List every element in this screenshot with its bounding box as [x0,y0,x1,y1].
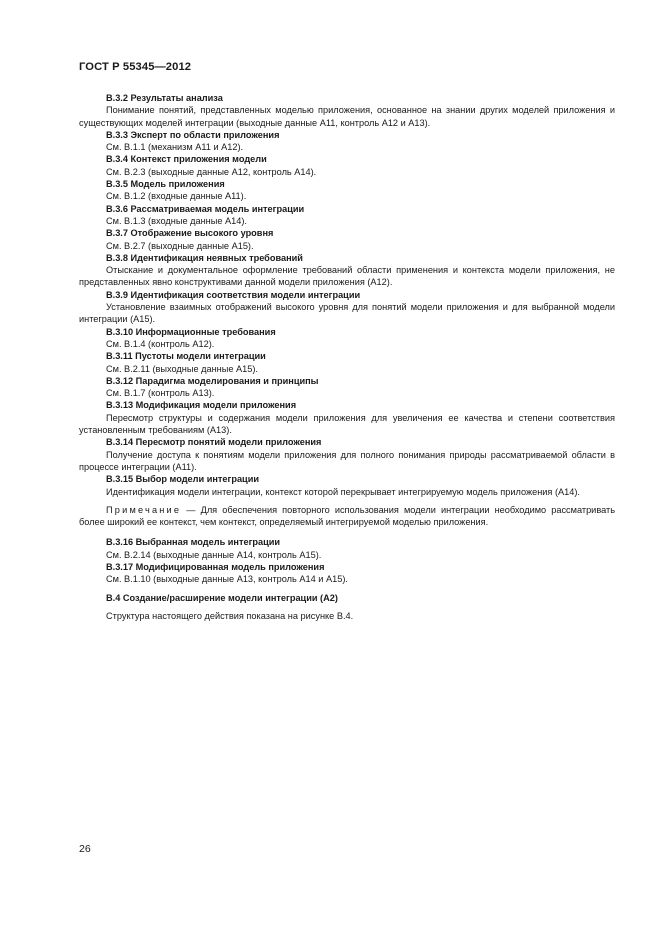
section-body: Пересмотр структуры и содержания модели приложения для увеличения ее качества и степени соответствия установленным требованиям (А13). [79,412,615,436]
section-heading: В.3.13 Модификация модели приложения [106,400,297,411]
section-body: См. В.2.11 (выходные данные А15). [106,363,258,374]
section-heading: В.3.7 Отображение высокого уровня [106,228,274,239]
section-heading: В.3.12 Парадигма моделирования и принципы [106,375,319,386]
note-paragraph [79,504,615,529]
section-heading: В.3.4 Контекст приложения модели [106,154,267,165]
section-body: См. В.2.7 (выходные данные А15). [106,240,254,251]
document-id: ГОСТ Р 55345—2012 [79,61,192,73]
section-body: Идентификация модели интеграции, контекст которой перекрывает интегрируемую модель приложения (А14). [106,486,580,497]
note-dash: — [181,504,201,515]
section-heading: В.3.2 Результаты анализа [106,93,223,103]
section-body: Понимание понятий, представленных моделью приложения, основанное на знании других моделей приложения и существующих моделей интеграции (выходные данные А11, контроль А12 и А13). [79,105,615,128]
note-label: Примечание [106,504,182,515]
section-heading: В.3.11 Пустоты модели интеграции [106,351,266,362]
section-heading: В.3.16 Выбранная модель интеграции [106,537,281,548]
section-body: Получение доступа к понятиям модели приложения для полного понимания природы рассматриваемой области в процессе интеграции (А11). [79,449,615,472]
note-text: Для обеспечения повторного использования модели интеграции необходимо рассматривать более широкий ее контекст, чем контекст, определяемый интегрируемой моделью приложения. [79,504,615,528]
section-body: См. В.1.4 (контроль А12). [106,338,215,349]
page-content [79,92,615,622]
section-body: См. В.1.10 (выходные данные А13, контроль А14 и А15). [106,574,348,585]
section-heading: В.3.6 Рассматриваемая модель интеграции [106,203,305,214]
section-heading: В.3.14 Пересмотр понятий модели приложения [106,437,322,448]
section-heading: В.3.10 Информационные требования [106,326,276,337]
section-b4-heading: В.4 Создание/расширение модели интеграции (А2) [106,592,338,603]
section-body: Отыскание и документальное оформление требований области применения и контекста модели приложения, не представленных явно конструктивами данной модели приложения (А12). [79,265,615,288]
section-heading: В.3.5 Модель приложения [106,179,225,190]
section-body: См. В.1.7 (контроль А13). [106,388,215,399]
section-body: См. В.2.3 (выходные данные А12, контроль А14). [106,166,317,177]
page-number: 26 [79,843,91,855]
section-heading: В.3.15 Выбор модели интеграции [106,474,259,485]
section-b4-body: Структура настоящего действия показана на рисунке В.4. [106,610,354,621]
section-heading: В.3.3 Эксперт по области приложения [106,129,280,140]
section-body: См. В.1.1 (механизм А11 и А12). [106,142,244,153]
section-body: См. В.2.14 (выходные данные А14, контроль А15). [106,549,322,560]
section-body: См. В.1.2 (входные данные А11). [106,191,247,202]
section-heading: В.3.9 Идентификация соответствия модели интеграции [106,289,361,300]
section-heading: В.3.17 Модифицированная модель приложения [106,561,325,572]
section-body: Установление взаимных отображений высокого уровня для понятий модели приложения и для выбранной модели интеграции (А15). [79,302,615,325]
section-body: См. В.1.3 (входные данные А14). [106,215,247,226]
section-heading: В.3.8 Идентификация неявных требований [106,252,303,263]
